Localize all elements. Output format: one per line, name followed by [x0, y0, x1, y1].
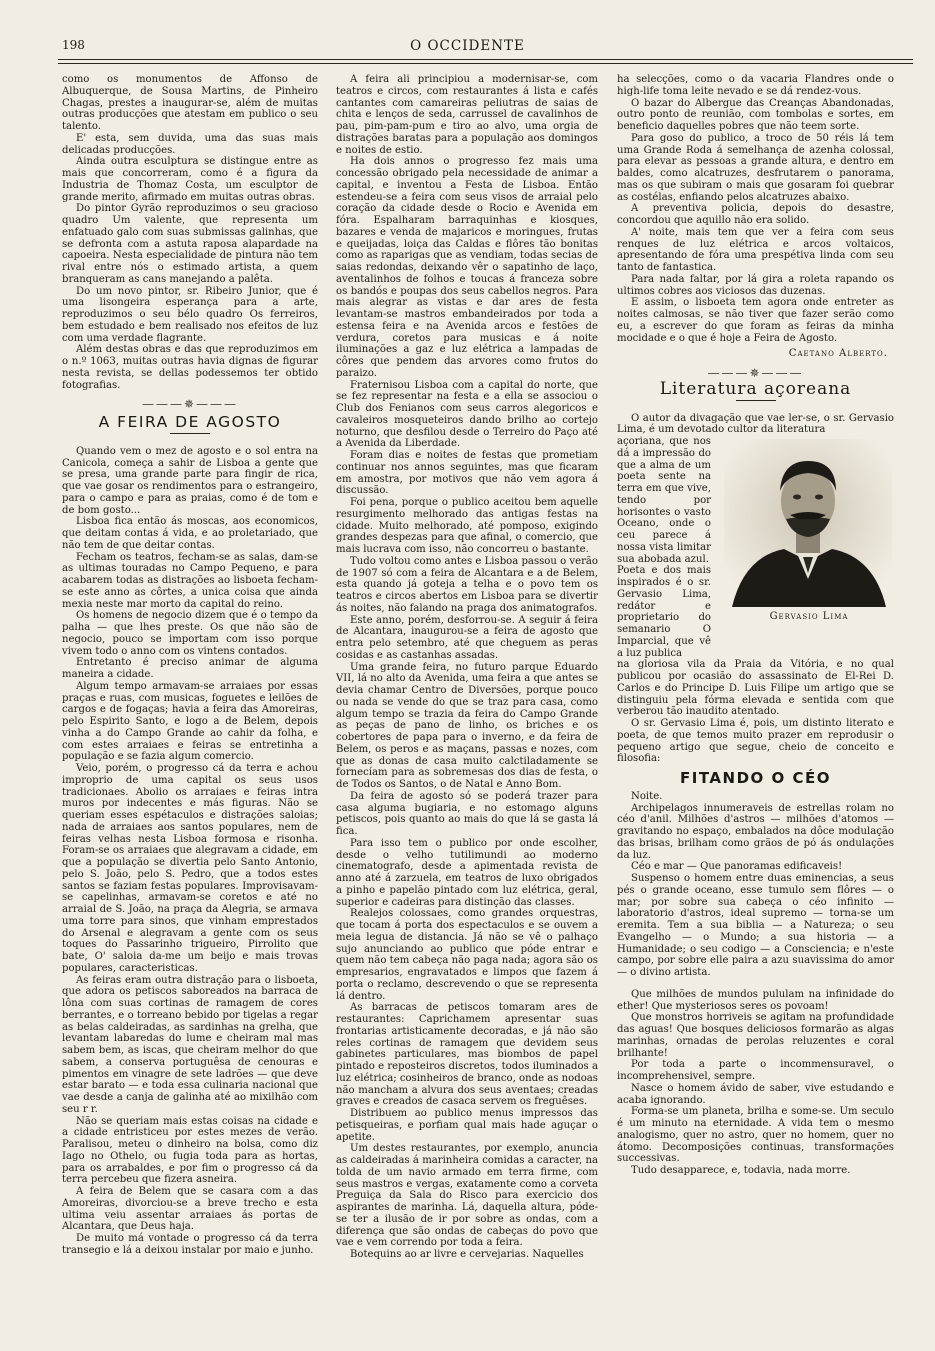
- paragraph: Ha dois annos o progresso fez mais uma concessão obrigado pela necessidade de animar a capital, e inventou a Festa de Lisboa. Então estendeu-se a feira com seus visos de arraial pelo coração da cidade desde o Rocio e Avenida em fóra. Espalharam barraquinhas e kiosques, bazares e venda de majaricos e moringues, frutas e queijadas, loiça das Caldas e flôres tão bonitas como as raparigas que as vendiam, todas secias de saias redondas, deixando vêr o sapatinho de laço, aventalinhos de folhos e toucas á franceza sobre os bandós e poupas dos seus cabellos negros. Para mais alegrar as vistas e dar ares de festa levantam-se mastros embandeirados por toda a estensa feira e na Avenida arcos e festões de verdura, coretos para musicas e á noite iluminações a gaz e luz elétrica a lampadas de côres que pendem das arvores como frutos do paraizo.: [336, 156, 598, 379]
- author-signature: Caetano Alberto.: [788, 348, 888, 360]
- paragraph: Da feira de agosto só se poderá trazer para casa alguma bugiaria, e no estomago alguns petiscos, pois quanto ao mais do que lá se gasta lá fica.: [336, 790, 598, 837]
- paragraph: Por toda a parte o incommensuravel, o incomprehensivel, sempre.: [617, 1059, 894, 1082]
- paragraph: Algum tempo armavam-se arraiaes por essas praças e ruas, com musicas, foguetes e leilões de cargos e de fogaças; havia a feira das Amoreiras, pelo Espirito Santo, e logo a de Belem, depois vinha a do Campo Grande ao cahir da folha, e com estes arraiaes e feiras se entretinha a população e se fazia algum comercio.: [62, 680, 318, 763]
- paragraph: E' esta, sem duvida, uma das suas mais delicadas producções.: [62, 132, 318, 156]
- column-middle: [336, 74, 598, 1261]
- paragraph: Uma grande feira, no futuro parque Eduardo VII, lá no alto da Avenida, uma feira a que antes se devia chamar Centro de Diversões, porque pouco ou nada se vende do que se traz para casa, como algum tempo se trazia da feira do Campo Grande as peças de pano de linho, os briches e os cobertores de papa para o inverno, e da feira de Belem, os peros e as maçans, passas e nozes, com que as donas de casa muito calctiladamente se fornecíam para as sobremesas dos dias de festa, o de Todos os Santos, o de Natal e Anno Bom.: [336, 661, 598, 790]
- paragraph: Para nada faltar, por lá gira a roleta rapando os ultimos cobres aos viciosos das duzenas.: [617, 273, 894, 297]
- header-rule: [58, 59, 913, 60]
- article-title: Literatura açoreana: [659, 378, 852, 399]
- paragraph: Nasce o homem ávido de saber, vive estudando e acaba ignorando.: [617, 1082, 894, 1106]
- paragraph: Foi pena, porque o publico aceitou bem aquelle resurgimento melhorado das antigas festas na cidade. Muito melhorado, até pomposo, exigindo grandes despezas para que afinal, o comercio, que mais lucrava com isso, não concorreu o bastante.: [336, 497, 598, 555]
- paragraph: Este anno, porém, desforrou-se. A seguir á feira de Alcantara, inaugurou-se a feira de agosto que entra pelo setembro, até que cheguem as peras cosidas e as castanhas assadas.: [336, 614, 598, 661]
- paragraph: açoriana, que nos dá a impressão do que a alma de um poeta sente na terra em que vive, tendo por horisontes o vasto Oceano, onde o ceu parece á nossa vista limitar sua abobada azul.: [617, 436, 711, 565]
- portrait-image: [724, 439, 892, 607]
- paragraph: A feira de Belem que se casara com a das Amoreiras, divorciou-se a breve trecho e esta ultima veiu assentar arraiaes ás portas de Alcantara, que Deus haja.: [62, 1186, 318, 1233]
- paragraph: O bazar do Albergue das Creanças Abandonadas, outro ponto de reunião, com tombolas e sortes, em beneficio daquelles pobres que não teem sorte.: [617, 97, 894, 132]
- paragraph: Botequins ao ar livre e cervejarias. Naquelles: [350, 1249, 584, 1260]
- paragraph: Ainda outra esculptura se distingue entre as mais que concorreram, como é a figura da Industria de Thomaz Costa, um esculptor de grande merito, afirmado em muitas outras obras.: [62, 156, 318, 203]
- paragraph: Além destas obras e das que reproduzimos em o n.º 1063, muitas outras havia dignas de figurar nesta revista, se dellas podessemos ter obtido fotografias.: [62, 344, 318, 391]
- title-rule: [170, 433, 210, 434]
- poem-title: FITANDO O CÉO: [680, 769, 831, 787]
- paragraph: Fraternisou Lisboa com a capital do norte, que se fez representar na festa e a ella se associou o Club dos Fenianos com seus carros alegoricos e cavaleiros mosqueteiros dando brilho ao cortejo noturno, que desfilou desde o Terreiro do Paço até a Avenida da Liberdade.: [336, 379, 598, 450]
- paragraph: Entretanto é preciso animar de alguma maneira a cidade.: [62, 657, 318, 680]
- paragraph: como os monumentos de Affonso de Albuquerque, de Sousa Martins, de Pinheiro Chagas, prestes a inaugurar-se, além de muitas outras producções que atestam em publico o seu talento.: [62, 74, 318, 132]
- paragraph: Distribuem ao publico menus impressos das petisqueiras, e porfiam qual mais hade aguçar o apetite.: [336, 1108, 598, 1143]
- paragraph: De muito má vontade o progresso cá da terra transegio e lá a deixou instalar por maio e junho.: [62, 1233, 318, 1256]
- paragraph: Para isso tem o publico por onde escolher, desde o velho tutilimundi ao moderno cinematografo, desde a apimentada revista de anno até á zarzuela, em teatros de luxo obrigados a pinho e papelão pintado com luz elétrica, geral, superior e cadeiras para distinção das classes.: [336, 837, 598, 908]
- portrait-figure: [724, 439, 894, 623]
- paragraph: As feiras eram outra distração para o lisboeta, que adora os petiscos saboreados na barraca de lôna com suas cortinas de ramagem de cores berrantes, e o torreano bebido por tigelas a regar as belas caldeiradas, as sardinhas na grelha, que levantam labaredas do lume e cheiram mal mas sabem bem, as iscas, que cheiram melhor do que sabem, a conserva portuguêsa de cenouras e pimentos em vinagre de sete ladrões — que deve estar barato — e toda essa culinaria nacional que vae desde a canja de galinha até ao mixilhão com seu r r.: [62, 974, 318, 1115]
- header-rule-thin: [58, 63, 913, 64]
- paragraph: na gloriosa vila da Praia da Vitória, e no qual publicou por ocasião do assassinato de El-Rei D. Carlos e do Principe D. Luis Filipe um artigo que se distinguiu pela fórma elevada e sentida com que verberou tão inaudito atentado.: [617, 659, 894, 718]
- paragraph: Tudo desapparece, e, todavia, nada morre.: [631, 1165, 851, 1176]
- paragraph: Céo e mar — Que panoramas edificaveis!: [631, 861, 843, 873]
- paragraph: Veio, porém, o progresso cá da terra e achou improprio de uma capital os seus usos tradicionaes. Abolio os arraiaes e feiras intra muros por indecentes e más figuras. Não se queriam esses espétaculos e distrações saloias; nada de arraiaes aos santos populares, nem de feiras velhas nesta Lisboa formosa e risonha. Foram-se os arraiaes que alegravam a cidade, em que a população se divertia pelo Santo Antonio, pelo S. João, pelo S. Pedro, que a todos estes santos se faziam festas populares. Improvisavam-se capelinhas, armavam-se coretos e até no arraial de S. João, na praça da Alegria, se armava uma torre para sinos, que vinham emprestados do Arsenal e alegravam a gente com os seus toques do Passarinho trigueiro, Pirrolito que bate, O' saloia da-me um beijo e mais trovas populares, caracteristicas.: [62, 763, 318, 974]
- paragraph-gap: [617, 979, 894, 989]
- section-divider-ornament: ———✵———: [707, 366, 804, 380]
- paragraph: Lisboa fica então ás moscas, aos economicos, que deitam contas á vida, e ao proletariado, que não tem de que deitar contas.: [62, 516, 318, 551]
- paragraph: Realejos colossaes, como grandes orquestras, que tocam á porta dos espectaculos e se ouvem a meia legua de distancia. Já não se vê o palhaço sujo anunciando ao publico que póde entrar e quem não tem cabeça não paga nada; agora são os empresarios, engravatados e limpos que fazem á porta o reclamo, descrevendo o que se representa lá dentro.: [336, 908, 598, 1002]
- paragraph: Do um novo pintor, sr. Ribeiro Junior, que é uma lisongeira esperança para a arte, reproduzimos o seu bélo quadro Os ferreiros, bem estudado e bem realisado nos efeitos de luz com uma verdade flagrante.: [62, 285, 318, 344]
- paragraph: Forma-se um planeta, brilha e some-se. Um seculo é um minuto na eternidade. A vida tem o mesmo analogismo, quer no astro, quer no homem, quer no átomo. Decomposições continuas, transformações successivas.: [617, 1106, 894, 1165]
- paragraph: Quando vem o mez de agosto e o sol entra na Canicola, começa a sahir de Lisboa a gente que se presa, uma grande parte para fingir de rica, que vae gosar os rendimentos para o estrangeiro, para o campo e para as praias, como é de tom e de bom gosto...: [62, 445, 318, 516]
- paragraph: As barracas de petiscos tomaram ares de restaurantes: Caprichamem apresentar suas frontarias artisticamente decoradas, e já não são reles cortinas de ramagem que devidem seus gabinetes particulares, mas biombos de papel pintado e reposteiros discretos, todos iluminados a luz elétrica; cosinheiros de branco, onde as nodoas não mancham a alvura dos seus aventaes; creadas graves e creados de casaca servem os freguêses.: [336, 1002, 598, 1108]
- paragraph: ha selecções, como o da vacaria Flandres onde o high-life toma leite nevado e se dá rendez-vous.: [617, 74, 894, 97]
- paragraph: A feira ali principiou a modernisar-se, com teatros e circos, com restaurantes á lista e cafés cantantes com camareiras peliutras de saias de chita e lenços de seda, carrussel de cavalinhos de pau, pim-pam-pum e tiro ao alvo, uma orgia de distrações baratas para a população aos domingos e noites de estio.: [336, 74, 598, 156]
- paragraph: Foram dias e noites de festas que prometiam continuar nos annos seguintes, mas que ficaram em amostra, por motivos que não vem agora á discussão.: [336, 450, 598, 497]
- paragraph: Fecham os teatros, fecham-se as salas, dam-se as ultimas touradas no Campo Pequeno, e para acabarem todas as distrações ao lisboeta fecham-se este anno as côrtes, a unica coisa que ainda mexia neste mar morto da capital do reino.: [62, 551, 318, 610]
- paragraph: Tudo voltou como antes e Lisboa passou o verão de 1907 só com a feira de Alcantara e a de Belem, esta quando já goteja a telha e o povo tem os teatros e circos abertos em Lisboa para se divertir ás noites, não falando na praga dos animatografos.: [336, 555, 598, 614]
- paragraph: Não se queriam mais estas coisas na cidade e a cidade entristiceu por estes mezes de verão. Paralisou, meteu o dinheiro na bolsa, como diz Iago no Othelo, ou fugia toda para as hortas, para os arrabaldes, e por fim o progresso cá da terra percebeu que fizera asneira.: [62, 1115, 318, 1186]
- wrapped-text: [617, 436, 711, 659]
- paragraph: Que milhões de mundos pululam na infinidade do ether! Que mysteriosos seres os povoam!: [617, 988, 894, 1012]
- paragraph: Archipelagos innumeraveis de estrellas rolam no céo d'anil. Milhões d'astros — milhões d'atomos — gravitando no espaço, embalados na dôce modulação das brisas, brilham como grãos de pó ás ondulações da luz.: [617, 802, 894, 861]
- page-number: 198: [62, 38, 85, 52]
- man-portrait-icon: [724, 439, 892, 607]
- paragraph: Noite.: [631, 790, 663, 802]
- paragraph: Suspenso o homem entre duas eminencias, a seus pés o grande oceano, esse tumulo sem flôres — o mar; por sobre sua cabeça o céo infinito — laboratorio d'astros, ideal supremo — torna-se um eremita. Tem a sua biblia — a Natureza; o seu Evangelho — o Mundo; a sua historia — a Humanidade; o seu codigo — a Consciencia; e n'este campo, por sobre elle paira a azu suavissima do amor — o divino artista.: [617, 873, 894, 978]
- paragraph: Poeta e dos mais inspirados é o sr. Gervasio Lima, redátor e proprietario do semanario O Imparcial, que vê a luz publica: [617, 565, 711, 659]
- paragraph: Para goso do publico, a troco de 50 réis lá tem uma Grande Roda á semelhança de azenha colossal, para elevar as pessoas a grande altura, e dentro em baldes, como alcatruzes, desfrutarem o panorama, mas os que subiram o mais que gosaram foi quebrar as costélas, enfiando pelos alcatruzes abaixo.: [617, 132, 894, 203]
- journal-title: O OCCIDENTE: [410, 38, 525, 54]
- paragraph: E assim, o lisboeta tem agora onde entreter as noites calmosas, se não tiver que fazer serão como eu, a escrever do que foram as feiras da minha mocidade e o que é hoje a Feira de Agosto.: [617, 297, 894, 344]
- article-title: A FEIRA DE AGOSTO: [98, 413, 282, 431]
- paragraph: A preventiva policia, depois do desastre, concordou que aquillo não era solido.: [617, 203, 894, 226]
- paragraph: Os homens de negocio dizem que é o tempo da palha — que lhes preste. Os que não são de negocio, pouco se importam com isso porque vivem todo o anno com os vintens contados.: [62, 610, 318, 657]
- paragraph: O sr. Gervasio Lima é, pois, um distinto literato e poeta, de que temos muito prazer em reprodusir o pequeno artigo que segue, cheio de conceito e filosofia:: [617, 718, 894, 765]
- column-right: [617, 74, 894, 1177]
- paragraph: Que monstros horriveis se agitam na profundidade das aguas! Que bosques deliciosos formarão as algas marinhas, ornadas de perolas reluzentes e coral brilhante!: [617, 1012, 894, 1059]
- paragraph: A' noite, mais tem que ver a feira com seus renques de luz elétrica e arcos voltaicos, apresentando de fóra uma prespétiva linda com seu tanto de fantastica.: [617, 226, 894, 273]
- paragraph: Um destes restaurantes, por exemplo, anuncia as caldeiradas á marinheira comidas a caracter, na tolda de um navio armado em terra firme, com seus mastros e vergas, exatamente como a corveta Preguiça da Sala do Risco para exercicio dos aspirantes de marinha. Lá, daquella altura, póde-se ter a ilusão de ir por sobre as ondas, com a diferença que são ondas de cabeças do povo que vae e vem correndo por toda a feira.: [336, 1143, 598, 1249]
- portrait-caption: Gervasio Lima: [769, 610, 849, 622]
- title-rule: [736, 400, 776, 401]
- paragraph: Do pintor Gyrão reproduzimos o seu gracioso quadro Um valente, que representa um enfatuado galo com suas submissas galinhas, que se defronta com a astuta raposa alapardade na capoeira. Nesta especialidade de pintura não tem rival entre nós o estimado artista, a quem branqueram as cans manejando a palêta.: [62, 203, 318, 285]
- column-left: [62, 74, 318, 1257]
- paragraph: O autor da divagação que vae ler-se, o sr. Gervasio Lima, é um devotado cultor da literatura: [617, 412, 894, 436]
- portrait-wrap-area: [617, 413, 894, 660]
- section-divider-ornament: ———✵———: [141, 397, 239, 412]
